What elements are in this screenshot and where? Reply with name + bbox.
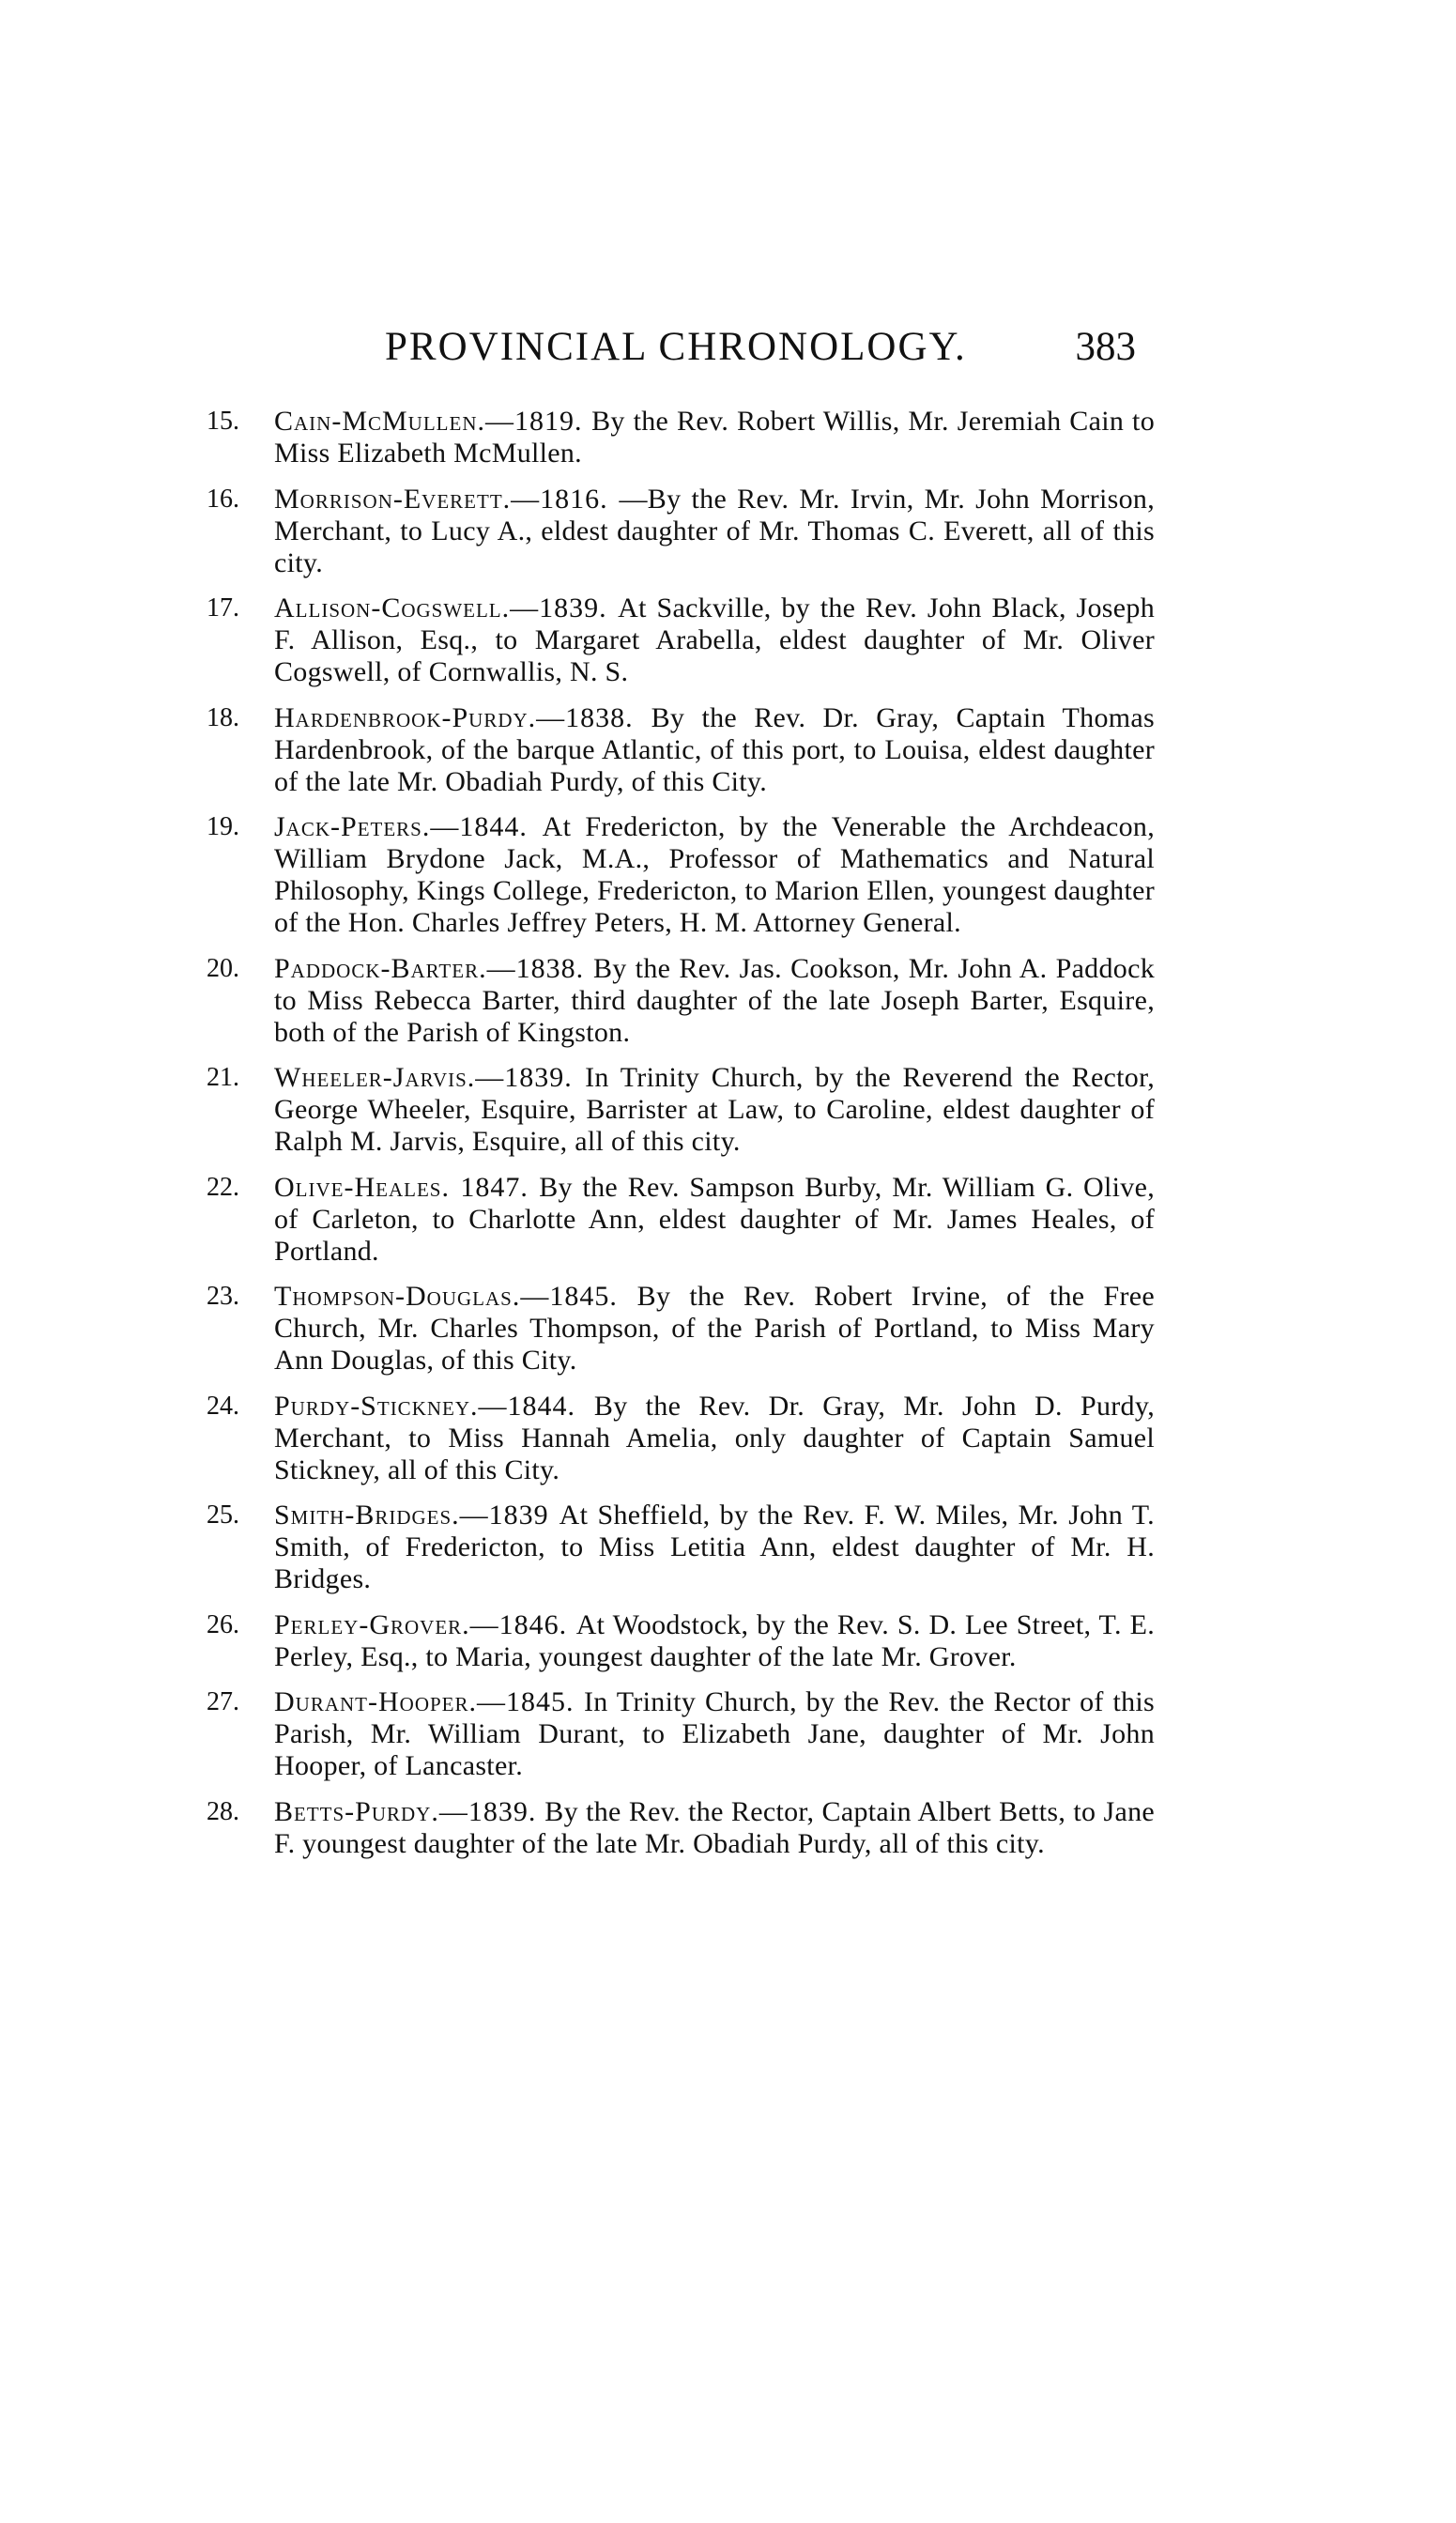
entry-text: At Woodstock, by the Rev. S. D. Lee Street, T. E. Perley, Esq., to Maria, youngest daughter of the late Mr. Grover. [274, 1608, 1156, 1672]
entry-heading: Cain-McMullen.—1819. [274, 406, 592, 437]
entry-text: By the Rev. Robert Irvine, of the Free Church, Mr. Charles Thompson, of the Parish of Portland, to Miss Mary Ann Douglas, of this City. [274, 1281, 1155, 1376]
entry-heading: Smith-Bridges.—1839 [274, 1500, 559, 1531]
list-item [207, 702, 1155, 798]
entry-number: 20. [207, 953, 239, 983]
entry-number: 16. [207, 484, 239, 514]
entry-text: At Sackville, by the Rev. John Black, Joseph F. Allison, Esq., to Margaret Arabella, eldest daughter of Mr. Oliver Cogswell, of Cornwallis, N. S. [274, 592, 1156, 687]
entry-heading: Paddock-Barter.—1838. [274, 952, 593, 984]
entry-number: 27. [207, 1687, 239, 1716]
list-item [207, 484, 1155, 579]
entry-heading: Purdy-Stickney.—1844. [274, 1390, 594, 1422]
running-head [385, 324, 1136, 380]
entry-number: 23. [207, 1282, 239, 1311]
list-item [207, 406, 1155, 469]
entry-number: 28. [207, 1796, 239, 1826]
list-item [207, 592, 1155, 688]
entry-number: 22. [207, 1172, 239, 1202]
entry-number: 17. [207, 593, 239, 623]
list-item [207, 1172, 1155, 1268]
list-item [207, 1062, 1155, 1158]
entry-text: By the Rev. Robert Willis, Mr. Jeremiah Cain to Miss Elizabeth McMullen. [274, 406, 1155, 469]
entry-heading: Allison-Cogswell.—1839. [274, 592, 619, 623]
entry-text: In Trinity Church, by the Rev. the Rector of this Parish, Mr. William Durant, to Elizabeth Jane, daughter of Mr. John Hooper, of Lancaster. [274, 1686, 1155, 1781]
page-number: 383 [1075, 325, 1136, 369]
entry-number: 18. [207, 702, 239, 732]
list-item [207, 1391, 1155, 1486]
entry-heading: Durant-Hooper.—1845. [274, 1686, 584, 1717]
entry-heading: Morrison-Everett.—1816. [274, 483, 620, 515]
entry-heading: Betts-Purdy.—1839. [274, 1795, 545, 1827]
running-title: PROVINCIAL CHRONOLOGY. [385, 325, 967, 369]
marriage-entries-list [207, 406, 1155, 1873]
entry-text: In Trinity Church, by the Reverend the Rector, George Wheeler, Esquire, Barrister at Law, to Caroline, eldest daughter of Ralph M. Jarvis, Esquire, all of this city. [274, 1062, 1155, 1157]
entry-heading: Hardenbrook-Purdy.—1838. [274, 701, 651, 733]
entry-heading: Perley-Grover.—1846. [274, 1608, 576, 1640]
entry-number: 24. [207, 1391, 239, 1421]
list-item [207, 953, 1155, 1049]
entry-text: By the Rev. the Rector, Captain Albert Betts, to Jane F. youngest daughter of the late Mr. Obadiah Purdy, all of this city. [274, 1795, 1155, 1859]
list-item [207, 1686, 1155, 1782]
list-item [207, 1796, 1155, 1860]
entry-heading: Jack-Peters.—1844. [274, 811, 543, 842]
list-item [207, 1281, 1155, 1377]
entry-number: 21. [207, 1063, 239, 1092]
entry-number: 25. [207, 1500, 239, 1530]
entry-text: —By the Rev. Mr. Irvin, Mr. John Morrison, Merchant, to Lucy A., eldest daughter of Mr. Thomas C. Everett, all of this city. [274, 483, 1156, 578]
entry-text: By the Rev. Dr. Gray, Mr. John D. Purdy, Merchant, to Miss Hannah Amelia, only daughter of Captain Samuel Stickney, all of this City. [274, 1390, 1155, 1485]
list-item [207, 1500, 1155, 1595]
entry-number: 26. [207, 1609, 239, 1639]
entry-number: 15. [207, 407, 239, 436]
entry-number: 19. [207, 812, 239, 841]
entry-text: By the Rev. Sampson Burby, Mr. William G. Olive, of Carleton, to Charlotte Ann, eldest daughter of Mr. James Heales, of Portland. [274, 1171, 1156, 1267]
entry-heading: Wheeler-Jarvis.—1839. [274, 1062, 586, 1093]
list-item [207, 811, 1155, 939]
list-item [207, 1609, 1155, 1673]
entry-text: At Fredericton, by the Venerable the Archdeacon, William Brydone Jack, M.A., Professor of Mathematics and Natural Philosophy, Kings College, Fredericton, to Marion Ellen, youngest daughter of the Hon. Charles Jeffrey Peters, H. M. Attorney General. [274, 811, 1155, 938]
entry-heading: Thompson-Douglas.—1845. [274, 1281, 637, 1312]
entry-text: By the Rev. Dr. Gray, Captain Thomas Hardenbrook, of the barque Atlantic, of this port, to Louisa, eldest daughter of the late Mr. Obadiah Purdy, of this City. [274, 701, 1156, 797]
entry-text: At Sheffield, by the Rev. F. W. Miles, Mr. John T. Smith, of Fredericton, to Miss Letitia Ann, eldest daughter of Mr. H. Bridges. [274, 1500, 1155, 1594]
entry-heading: Olive-Heales. 1847. [274, 1171, 540, 1203]
entry-text: By the Rev. Jas. Cookson, Mr. John A. Paddock to Miss Rebecca Barter, third daughter of the late Joseph Barter, Esquire, both of the Parish of Kingston. [274, 952, 1156, 1048]
